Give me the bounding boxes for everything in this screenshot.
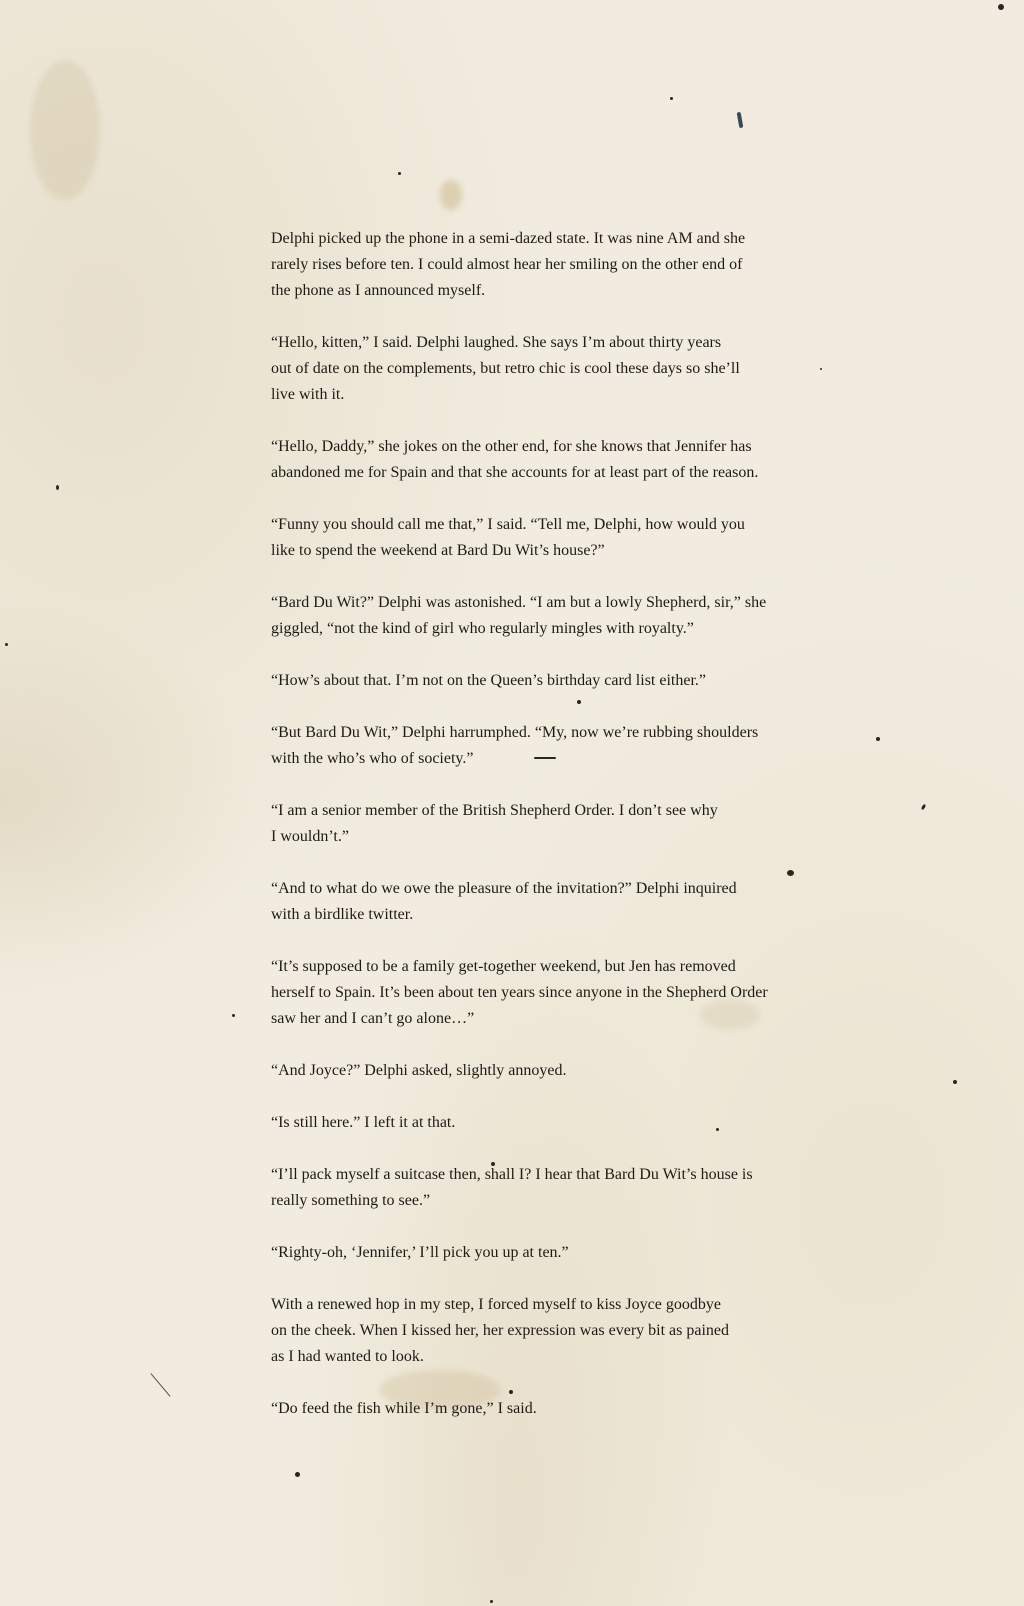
story-text (271, 226, 831, 1448)
paper-stain (440, 180, 462, 210)
paper-stain (30, 60, 100, 200)
paragraph: “I’ll pack myself a suitcase then, shall I? I hear that Bard Du Wit’s house is really something to see.” (271, 1166, 753, 1209)
paragraph: “I am a senior member of the British Shepherd Order. I don’t see why I wouldn’t.” (271, 802, 718, 845)
paragraph: With a renewed hop in my step, I forced myself to kiss Joyce goodbye on the cheek. When I kissed her, her expression was every bit as pained as I had wanted to look. (271, 1296, 730, 1365)
ink-speck (998, 4, 1004, 10)
paragraph: “Is still here.” I left it at that. (271, 1114, 456, 1131)
paragraph: “Do feed the fish while I’m gone,” I said. (271, 1400, 537, 1417)
ink-speck (150, 1373, 170, 1397)
ink-speck (876, 737, 880, 741)
ink-speck (5, 643, 8, 646)
ink-speck (56, 485, 59, 490)
paragraph: “Hello, Daddy,” she jokes on the other end, for she knows that Jennifer has abandoned me for Spain and that she accounts for at least part of the reason. (271, 438, 759, 481)
ink-speck (490, 1600, 493, 1603)
ink-speck (670, 97, 673, 100)
ink-speck (398, 172, 401, 175)
ink-speck (921, 804, 927, 811)
paragraph: “And to what do we owe the pleasure of the invitation?” Delphi inquired with a birdlike twitter. (271, 880, 737, 923)
paragraph: “Hello, kitten,” I said. Delphi laughed. She says I’m about thirty years out of date on the complements, but retro chic is cool these days so she’ll live with it. (271, 334, 740, 403)
ink-speck (232, 1014, 235, 1017)
paragraph: “It’s supposed to be a family get-together weekend, but Jen has removed herself to Spain. It’s been about ten years since anyone in the Shepherd Order saw her and I can’t go alone…” (271, 958, 768, 1027)
paragraph: “Bard Du Wit?” Delphi was astonished. “I am but a lowly Shepherd, sir,” she giggled, “not the kind of girl who regularly mingles with royalty.” (271, 594, 767, 637)
paragraph: “Righty-oh, ‘Jennifer,’ I’ll pick you up at ten.” (271, 1244, 569, 1261)
paragraph: “And Joyce?” Delphi asked, slightly annoyed. (271, 1062, 567, 1079)
paragraph: “How’s about that. I’m not on the Queen’s birthday card list either.” (271, 672, 706, 689)
paragraph: “Funny you should call me that,” I said. “Tell me, Delphi, how would you like to spend the weekend at Bard Du Wit’s house?” (271, 516, 745, 559)
ink-speck (295, 1472, 300, 1477)
ink-speck (953, 1080, 957, 1084)
paragraph: “But Bard Du Wit,” Delphi harrumphed. “My, now we’re rubbing shoulders with the who’s who of society.” (271, 724, 759, 767)
paragraph: Delphi picked up the phone in a semi-dazed state. It was nine AM and she rarely rises before ten. I could almost hear her smiling on the other end of the phone as I announced myself. (271, 230, 746, 299)
ink-speck (737, 112, 744, 128)
